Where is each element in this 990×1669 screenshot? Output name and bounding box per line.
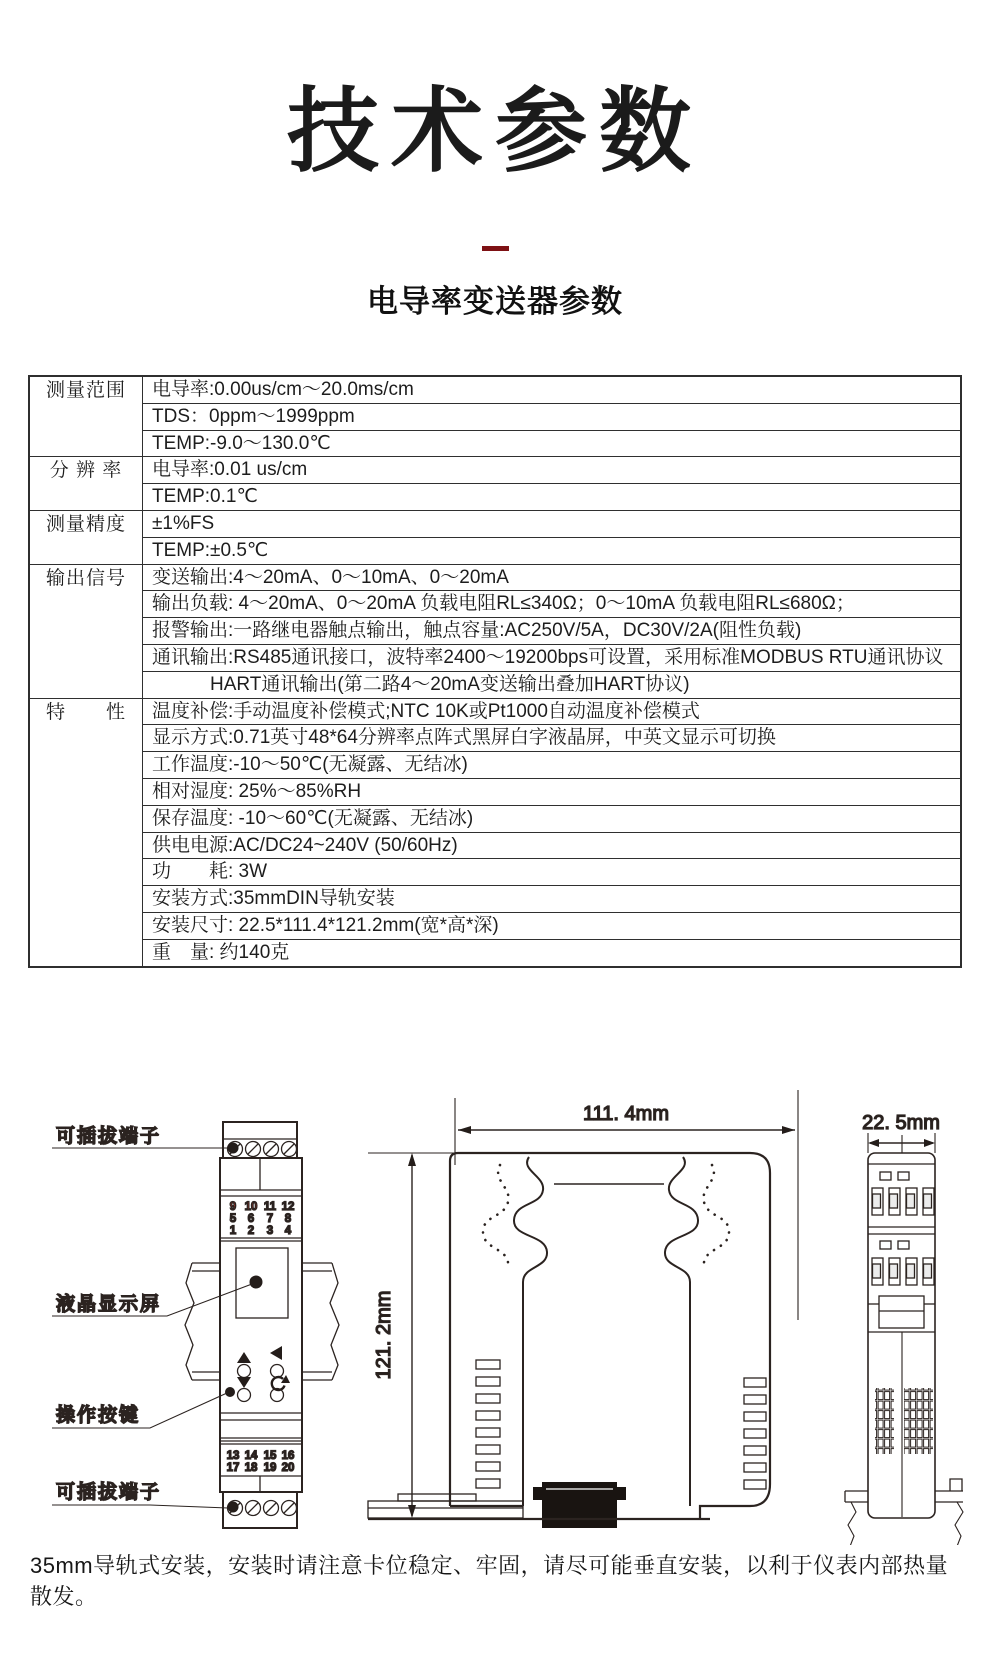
spec-table (28, 375, 962, 968)
spec-header-cell: 输出信号 (29, 564, 143, 698)
table-row (29, 859, 961, 886)
spec-value-cell: 温度补偿:手动温度补偿模式;NTC 10K或Pt1000自动温度补偿模式 (143, 698, 962, 725)
din-rail-flange-right (300, 1263, 339, 1380)
terminal-number: 1 (229, 1225, 237, 1237)
spec-value-cell: 显示方式:0.71英寸48*64分辨率点阵式黑屏白字液晶屏，中英文显示可切换 (143, 725, 962, 752)
accent-dash (482, 246, 509, 251)
left-wave-profile (514, 1157, 547, 1506)
right-wave-profile (665, 1157, 698, 1506)
spec-header-cell: 特 性 (29, 698, 143, 966)
label-pluggable-terminal-bottom: 可插拔端子 (56, 1482, 162, 1503)
table-row (29, 430, 961, 457)
vent-grid-left (875, 1388, 894, 1454)
table-row (29, 778, 961, 805)
table-row (29, 725, 961, 752)
table-row (29, 752, 961, 779)
spec-header-cell: 分 辨 率 (29, 457, 143, 511)
table-row (29, 698, 961, 725)
spec-value-cell: TDS：0ppm～1999ppm (143, 403, 962, 430)
depth-dimension-label: 22. 5mm (862, 1112, 940, 1134)
terminal-number: 7 (266, 1213, 274, 1225)
terminal-number: 8 (284, 1213, 292, 1225)
table-row (29, 510, 961, 537)
spec-value-cell: 变送输出:4～20mA、0～10mA、0～20mA (143, 564, 962, 591)
terminal-number: 6 (247, 1213, 255, 1225)
terminal-number: 13 (226, 1450, 240, 1462)
table-row (29, 939, 961, 966)
section-subtitle: 电导率变送器参数 (367, 284, 623, 319)
side-view-drawing (368, 1090, 798, 1528)
spec-value-cell: 报警输出:一路继电器触点输出，触点容量:AC250V/5A，DC30V/2A(阻性负载) (143, 618, 962, 645)
spec-value-cell: 安装尺寸: 22.5*111.4*121.2mm(宽*高*深) (143, 912, 962, 939)
spec-value-cell: 输出负载: 4～20mA、0～20mA 负载电阻RL≤340Ω；0～10mA 负载电阻RL≤680Ω； (143, 591, 962, 618)
din-rail-flange-left (185, 1263, 222, 1380)
table-row (29, 618, 961, 645)
terminal-number: 20 (281, 1462, 295, 1474)
terminal-number: 12 (281, 1201, 295, 1213)
spec-value-cell: TEMP:0.1℃ (143, 484, 962, 511)
terminal-number: 10 (244, 1201, 258, 1213)
installation-diagram (0, 1030, 990, 1545)
table-row (29, 644, 961, 671)
spec-value-cell: 电导率:0.01 us/cm (143, 457, 962, 484)
mounting-note: 35mm导轨式安装，安装时请注意卡位稳定、牢固，请尽可能垂直安装，以利于仪表内部热量散发。 (30, 1553, 949, 1609)
table-row (29, 805, 961, 832)
terminal-number: 5 (229, 1213, 237, 1225)
height-dimension (368, 1153, 460, 1518)
device-shell (450, 1153, 770, 1518)
page-title: 技术参数 (286, 81, 703, 183)
spec-value-cell: 重 量: 约140克 (143, 939, 962, 966)
terminal-number: 11 (263, 1201, 277, 1213)
terminal-number: 3 (266, 1225, 274, 1237)
spec-value-cell: HART通讯输出(第二路4～20mA变送输出叠加HART协议) (143, 671, 962, 698)
table-row (29, 832, 961, 859)
label-operation-buttons: 操作按键 (56, 1405, 141, 1426)
rail-clip (533, 1482, 626, 1528)
spec-value-cell: 相对湿度: 25%～85%RH (143, 778, 962, 805)
width-dimension-label: 111. 4mm (583, 1103, 669, 1125)
table-row (29, 457, 961, 484)
spec-value-cell: TEMP:±0.5℃ (143, 537, 962, 564)
top-view-drawing (845, 1112, 963, 1545)
table-row (29, 671, 961, 698)
height-dimension-label: 121. 2mm (373, 1290, 395, 1380)
spec-value-cell: 工作温度:-10～50℃(无凝露、无结冰) (143, 752, 962, 779)
vent-grid-right (904, 1388, 933, 1454)
leader-dot (228, 1143, 239, 1154)
table-row (29, 564, 961, 591)
label-pluggable-terminal-top: 可插拔端子 (56, 1126, 162, 1147)
spec-header-cell: 测量精度 (29, 510, 143, 564)
dotted-marks-left (483, 1165, 509, 1266)
spec-value-cell: 功 耗: 3W (143, 859, 962, 886)
table-row (29, 591, 961, 618)
terminal-number: 18 (244, 1462, 258, 1474)
terminal-number: 9 (229, 1201, 237, 1213)
spec-header-cell: 测量范围 (29, 376, 143, 457)
vent-slats-right (744, 1378, 766, 1489)
table-row (29, 537, 961, 564)
table-row (29, 484, 961, 511)
spec-value-cell: 保存温度: -10～60℃(无凝露、无结冰) (143, 805, 962, 832)
lcd-screen (236, 1248, 288, 1318)
table-row (29, 912, 961, 939)
spec-value-cell: TEMP:-9.0～130.0℃ (143, 430, 962, 457)
terminal-number: 14 (244, 1450, 258, 1462)
vent-slats-left (476, 1360, 500, 1488)
spec-value-cell: 供电电源:AC/DC24~240V (50/60Hz) (143, 832, 962, 859)
dotted-marks-right (703, 1165, 729, 1266)
table-row (29, 886, 961, 913)
spec-value-cell: 电导率:0.00us/cm～20.0ms/cm (143, 376, 962, 403)
terminal-number: 19 (263, 1462, 277, 1474)
bottom-terminal-block (223, 1492, 297, 1528)
table-row (29, 403, 961, 430)
leader-dot (228, 1502, 239, 1513)
width-dimension (455, 1090, 798, 1320)
terminal-number: 17 (226, 1462, 240, 1474)
front-view-drawing (52, 1122, 339, 1528)
table-row (29, 376, 961, 403)
spec-value-cell: 安装方式:35mmDIN导轨安装 (143, 886, 962, 913)
leader-dot (225, 1387, 235, 1397)
label-lcd-screen: 液晶显示屏 (56, 1294, 162, 1315)
terminal-number: 15 (263, 1450, 277, 1462)
spec-value-cell: 通讯输出:RS485通讯接口，波特率2400～19200bps可设置，采用标准MODBUS RTU通讯协议 (143, 644, 962, 671)
leader-dot (250, 1276, 263, 1289)
spec-value-cell: ±1%FS (143, 510, 962, 537)
terminal-number: 2 (247, 1225, 255, 1237)
terminal-number: 4 (284, 1225, 292, 1237)
top-terminal-block (223, 1122, 297, 1158)
terminal-number: 16 (281, 1450, 295, 1462)
